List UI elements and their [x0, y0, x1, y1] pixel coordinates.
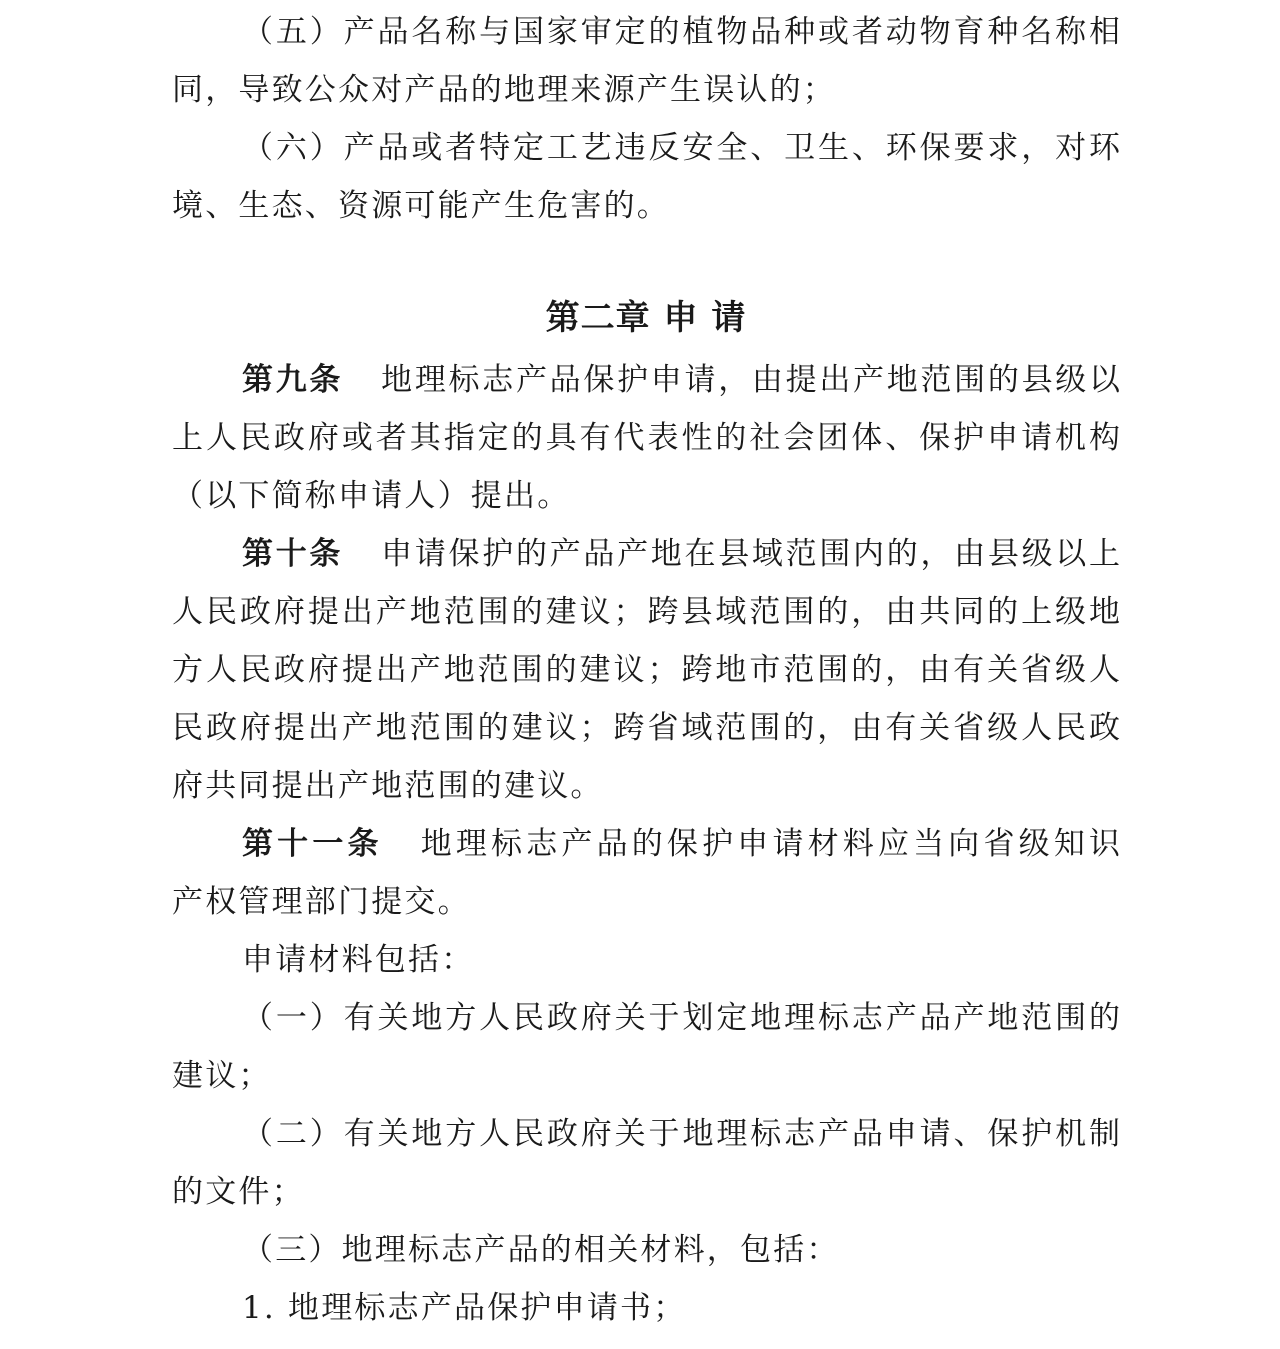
article-11-line1	[242, 824, 1120, 864]
item6-line2: 境、生态、资源可能产生危害的。	[172, 188, 670, 224]
article-10-line3: 方人民政府提出产地范围的建议；跨地市范围的，由有关省级人	[172, 652, 1120, 688]
material-2-line2: 的文件；	[172, 1174, 305, 1210]
item5-line2: 同，导致公众对产品的地理来源产生误认的；	[172, 72, 836, 108]
materials-intro: 申请材料包括：	[242, 942, 475, 978]
material-1-line1: （一）有关地方人民政府关于划定地理标志产品产地范围的	[242, 1000, 1120, 1036]
material-2-line1: （二）有关地方人民政府关于地理标志产品申请、保护机制	[242, 1116, 1120, 1152]
article-10-line1	[242, 534, 1120, 574]
article-10-text1: 申请保护的产品产地在县域范围内的，由县级以上	[381, 536, 1120, 572]
article-10-line2: 人民政府提出产地范围的建议；跨县域范围的，由共同的上级地	[172, 594, 1120, 630]
chapter-title: 第二章 申 请	[545, 298, 747, 338]
article-9-label: 第九条	[242, 362, 344, 398]
material-3: （三）地理标志产品的相关材料，包括：	[242, 1232, 840, 1268]
article-9-line3: （以下简称申请人）提出。	[172, 478, 571, 514]
article-9-line2: 上人民政府或者其指定的具有代表性的社会团体、保护申请机构	[172, 420, 1120, 456]
article-11-line2: 产权管理部门提交。	[172, 884, 471, 920]
item5-line1: （五）产品名称与国家审定的植物品种或者动物育种名称相	[242, 14, 1120, 50]
article-9-line1	[242, 360, 1120, 400]
article-10-label: 第十条	[242, 536, 344, 572]
article-9-text1: 地理标志产品保护申请，由提出产地范围的县级以	[381, 362, 1120, 398]
article-11-text1: 地理标志产品的保护申请材料应当向省级知识	[420, 826, 1121, 862]
material-1-line2: 建议；	[172, 1058, 272, 1094]
article-10-line5: 府共同提出产地范围的建议。	[172, 768, 604, 804]
article-10-line4: 民政府提出产地范围的建议；跨省域范围的，由有关省级人民政	[172, 710, 1120, 746]
item6-line1: （六）产品或者特定工艺违反安全、卫生、环保要求，对环	[242, 130, 1120, 166]
article-11-label: 第十一条	[242, 826, 383, 862]
sub-item-1: 1. 地理标志产品保护申请书；	[242, 1290, 687, 1326]
